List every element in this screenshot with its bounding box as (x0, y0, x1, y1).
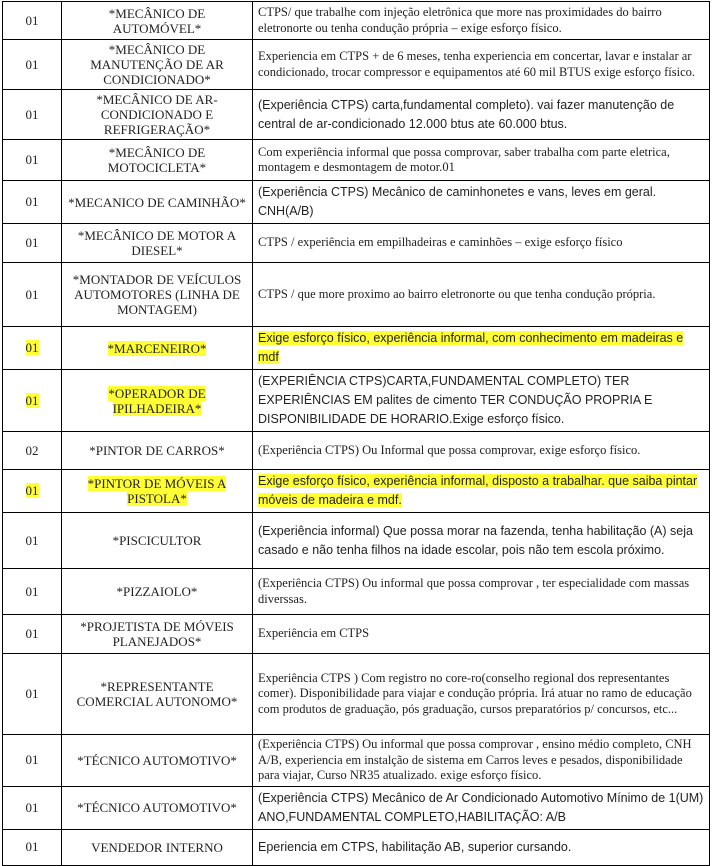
job-title-cell (62, 370, 253, 432)
job-description-cell: (Experiência CTPS) carta,fundamental completo). vai fazer manutenção de central de ar-condicionado 12.000 btus ate 60.000 btus. (253, 90, 710, 140)
table-row (3, 513, 710, 569)
table-row (3, 263, 710, 327)
highlighted-title: *PINTOR DE MÓVEIS A PISTOLA* (87, 476, 227, 506)
qty-cell: 01 (3, 140, 62, 181)
table-row (3, 654, 710, 735)
highlighted-title: *MARCENEIRO* (107, 340, 207, 356)
job-title-cell: *REPRESENTANTE COMERCIAL AUTONOMO* (62, 654, 253, 735)
job-title-cell (62, 470, 253, 513)
qty-cell: 02 (3, 432, 62, 470)
job-description-cell: CTPS/ que trabalhe com injeção eletrônica que more nas proximidades do bairro eletronorte ou tenha condução própria – exige esforço físico. (253, 2, 710, 40)
job-title-cell: VENDEDOR INTERNO (62, 829, 253, 865)
qty-cell: 01 (3, 786, 62, 829)
job-description-cell: CTPS / experiência em empilhadeiras e caminhões – exige esforço físico (253, 224, 710, 263)
highlighted-description: Exige esforço físico, experiência informal, com conhecimento em madeiras e mdf (258, 331, 684, 364)
job-title-cell: *TÉCNICO AUTOMOTIVO* (62, 786, 253, 829)
qty-cell: 01 (3, 829, 62, 865)
qty-cell: 01 (3, 2, 62, 40)
table-row (3, 829, 710, 865)
table-row (3, 2, 710, 40)
table-row (3, 432, 710, 470)
job-description-cell: (Experiência CTPS) Mecânico de caminhonetes e vans, leves em geral. CNH(A/B) (253, 181, 710, 224)
qty-cell: 01 (3, 735, 62, 787)
highlighted-qty: 01 (25, 392, 39, 408)
table-row (3, 327, 710, 370)
qty-cell: 01 (3, 40, 62, 90)
job-description-cell: Experiência em CTPS (253, 615, 710, 654)
table-row (3, 569, 710, 615)
qty-cell: 01 (3, 181, 62, 224)
table-row (3, 181, 710, 224)
job-title-cell: *MECANICO DE CAMINHÃO* (62, 181, 253, 224)
job-description-cell: (Experiência informal) Que possa morar na fazenda, tenha habilitação (A) seja casado e não tenha filhos na idade escolar, pois não tem escola próximo. (253, 513, 710, 569)
qty-cell: 01 (3, 615, 62, 654)
job-title-cell: *MECÂNICO DE MOTOR A DIESEL* (62, 224, 253, 263)
qty-cell: 01 (3, 224, 62, 263)
job-title-cell: *MECÂNICO DE MOTOCICLETA* (62, 140, 253, 181)
job-description-cell (253, 470, 710, 513)
highlighted-title: *OPERADOR DE IPILHADEIRA* (108, 385, 206, 416)
job-description-cell: Experiencia em CTPS + de 6 meses, tenha experiencia em concertar, lavar e instalar ar condicionado, trocar compressor e equipamentos até 60 mil BTUS exige esforço físico. (253, 40, 710, 90)
table-row (3, 786, 710, 829)
job-title-cell: *MECÂNICO DE AUTOMÓVEL* (62, 2, 253, 40)
job-description-cell: Eperiencia em CTPS, habilitação AB, superior cursando. (253, 829, 710, 865)
table-row (3, 615, 710, 654)
job-title-cell: *PINTOR DE CARROS* (62, 432, 253, 470)
highlighted-qty: 01 (25, 340, 39, 355)
job-title-cell (62, 327, 253, 370)
job-listings-table (2, 1, 710, 866)
highlighted-qty: 01 (25, 483, 39, 498)
job-title-cell: *PROJETISTA DE MÓVEIS PLANEJADOS* (62, 615, 253, 654)
job-description-cell (253, 327, 710, 370)
qty-cell (3, 327, 62, 370)
job-title-cell: *MECÂNICO DE MANUTENÇÃO DE AR CONDICIONADO* (62, 40, 253, 90)
job-description-cell: (Experiência CTPS) Ou informal que possa comprovar , ter especialidade com massas diverssas. (253, 569, 710, 615)
job-title-cell: *PISCICULTOR (62, 513, 253, 569)
table-row (3, 140, 710, 181)
qty-cell (3, 470, 62, 513)
qty-cell: 01 (3, 513, 62, 569)
highlighted-description: Exige esforço físico, experiência informal, disposto a trabalhar. que saiba pintar móveis de madeira e mdf. (258, 474, 698, 507)
table-row (3, 735, 710, 787)
job-description-cell: (EXPERIÊNCIA CTPS)CARTA,FUNDAMENTAL COMPLETO) TER EXPERIÊNCIAS EM palites de cimento TER CONDUÇÃO PROPRIA E DISPONIBILIDADE DE HORARIO.Exige esforço físico. (253, 370, 710, 432)
job-title-cell: *MECÂNICO DE AR-CONDICIONADO E REFRIGERAÇÃO* (62, 90, 253, 140)
job-description-cell: Com experiência informal que possa comprovar, saber trabalha com parte eletrica, montagem e desmontagem de motor.01 (253, 140, 710, 181)
table-row (3, 224, 710, 263)
job-description-cell: CTPS / que more proximo ao bairro eletronorte ou que tenha condução própria. (253, 263, 710, 327)
table-row (3, 470, 710, 513)
table-row (3, 40, 710, 90)
qty-cell: 01 (3, 90, 62, 140)
qty-cell: 01 (3, 654, 62, 735)
table-row (3, 90, 710, 140)
job-title-cell: *PIZZAIOLO* (62, 569, 253, 615)
job-description-cell: (Experiência CTPS) Mecânico de Ar Condicionado Automotivo Mínimo de 1(UM) ANO,FUNDAMENTAL COMPLETO,HABILITAÇÃO: A/B (253, 786, 710, 829)
qty-cell: 01 (3, 263, 62, 327)
job-description-cell: Experiência CTPS ) Com registro no core-ro(conselho regional dos representantes comer). Disponibilidade para viajar e condução própria. Irá atuar no ramo de educação com produtos de graduação, pós graduação, cursos preparatórios p/ concursos, etc... (253, 654, 710, 735)
qty-cell (3, 370, 62, 432)
job-title-cell: *TÉCNICO AUTOMOTIVO* (62, 735, 253, 787)
table-row (3, 370, 710, 432)
job-description-cell: (Experiência CTPS) Ou informal que possa comprovar , ensino médio completo, CNH A/B, experiencia em instalção de sistema em Carros leves e pesados, disponibilidade para viajar, Curso NR35 atualizado. exige esforço físico. (253, 735, 710, 787)
job-title-cell: *MONTADOR DE VEÍCULOS AUTOMOTORES (LINHA DE MONTAGEM) (62, 263, 253, 327)
qty-cell: 01 (3, 569, 62, 615)
job-description-cell: (Experiência CTPS) Ou Informal que possa comprovar, exige esforço físico. (253, 432, 710, 470)
